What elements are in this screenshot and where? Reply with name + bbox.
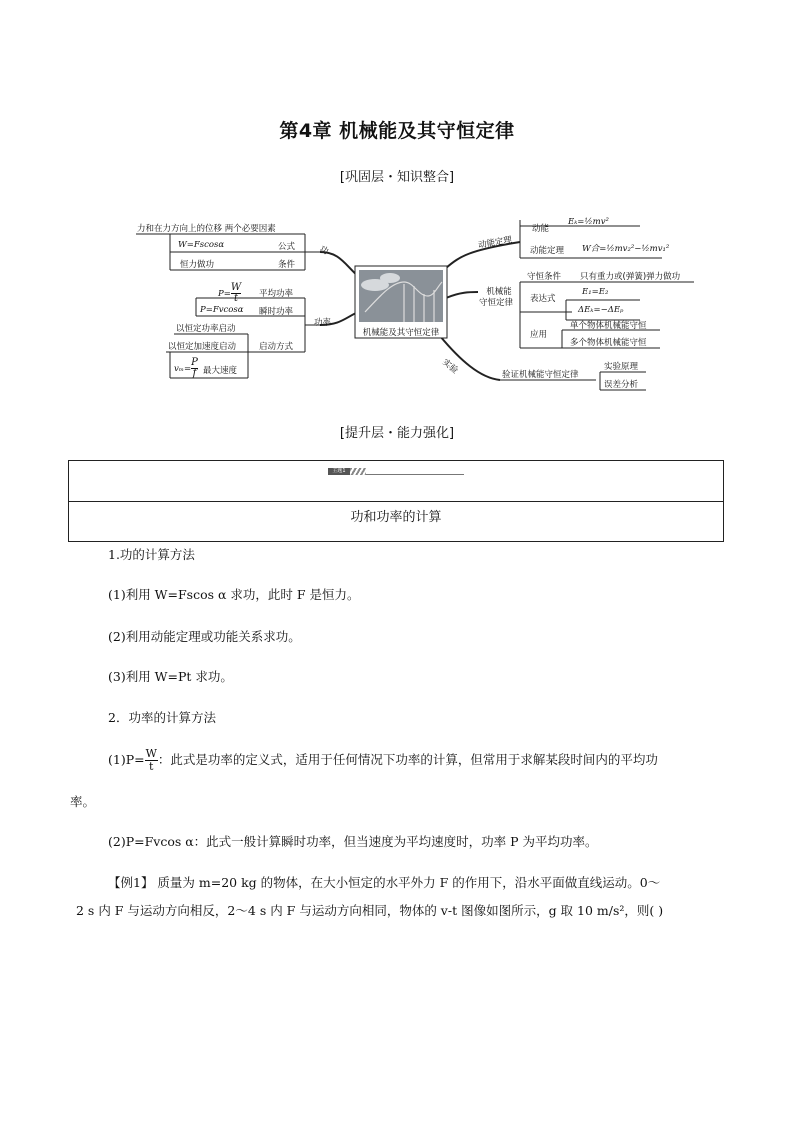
paragraph-power-method-1-cont: 率。 — [70, 794, 96, 809]
expression-label: 表达式 — [530, 294, 556, 304]
vmax-numerator: P — [191, 357, 198, 368]
application-multiple: 多个物体机械能守恒 — [570, 338, 647, 348]
ke-theorem-branch-label: 动能定理 — [477, 235, 513, 251]
work-branch-label: 功 — [317, 244, 330, 258]
section-heading-improvement: [提升层・能力强化] — [339, 426, 455, 441]
instant-power-formula: P=Fvcosα — [200, 305, 244, 315]
conservation-condition-label: 守恒条件 — [527, 272, 562, 282]
max-speed-formula — [174, 358, 198, 379]
mind-map — [0, 0, 794, 420]
power-def-prefix: (1)P= — [108, 752, 145, 767]
power-branch-label: 功率 — [314, 318, 332, 328]
kinetic-energy-label: 动能 — [532, 224, 550, 234]
mind-map-lines — [0, 0, 794, 420]
error-analysis: 误差分析 — [604, 380, 639, 390]
experiment-title: 验证机械能守恒定律 — [502, 370, 579, 380]
power-def-numerator: W — [145, 747, 157, 760]
constant-force: 恒力做功 — [180, 260, 215, 270]
paragraph-power-method-1 — [108, 748, 658, 773]
topic-divider — [68, 501, 724, 502]
max-speed-label: 最大速度 — [203, 366, 238, 376]
chapter-title: 第4章 机械能及其守恒定律 — [279, 120, 515, 142]
expression-delta: ΔEₖ=−ΔEₚ — [578, 305, 624, 315]
avg-power-prefix: P= — [218, 289, 231, 299]
example-1-line-2: 2 s 内 F 与运动方向相反，2～4 s 内 F 与运动方向相同，物体的 v-t 图像如图所示，g 取 10 m/s²，则( ) — [76, 903, 664, 918]
example-1-line-1: 【例1】 质量为 m=20 kg 的物体，在大小恒定的水平外力 F 的作用下，沿水平面做直线运动。0～ — [108, 875, 661, 890]
constant-accel-start: 以恒定加速度启动 — [168, 342, 237, 352]
topic-tag — [328, 468, 464, 475]
instant-power-label: 瞬时功率 — [259, 307, 294, 317]
work-formula-label: 公式 — [278, 242, 296, 252]
section-heading-consolidation: [巩固层・知识整合] — [339, 170, 455, 185]
paragraph-work-method-2: (2)利用动能定理或功能关系求功。 — [108, 629, 301, 644]
power-def-denominator: t — [149, 760, 154, 773]
avg-power-numerator: W — [230, 282, 242, 293]
avg-power-denominator: t — [233, 293, 238, 304]
kinetic-energy-formula: Eₖ=½mv² — [568, 217, 609, 227]
theorem-label: 动能定理 — [530, 246, 565, 256]
start-mode-label: 启动方式 — [259, 342, 294, 352]
roller-coaster-image — [359, 270, 443, 322]
power-def-text: ：此式是功率的定义式，适用于任何情况下功率的计算，但常用于求解某段时间内的平均功 — [157, 752, 658, 767]
power-def-fraction — [145, 748, 158, 773]
paragraph-work-method-1: (1)利用 W=Fscos α 求功，此时 F 是恒力。 — [108, 587, 360, 602]
vmax-denominator: f — [192, 368, 197, 379]
constant-power-start: 以恒定功率启动 — [176, 324, 236, 334]
expression-energy-equal: E₁=E₂ — [582, 287, 609, 297]
theorem-formula: W合=½mv₂²−½mv₁² — [582, 244, 670, 254]
paragraph-power-method-2: (2)P=Fvcos α：此式一般计算瞬时功率，但当速度为平均速度时，功率 P 为平均功率。 — [108, 834, 598, 849]
topic-heading: 功和功率的计算 — [350, 510, 442, 525]
topic-tag-label: 主题1 — [328, 468, 350, 475]
average-power-label: 平均功率 — [259, 289, 294, 299]
paragraph-work-methods: 1.功的计算方法 — [108, 547, 195, 562]
work-formula: W=Fscosα — [178, 240, 225, 250]
conservation-condition: 只有重力或(弹簧)弹力做功 — [580, 272, 681, 282]
conservation-branch-label-1: 机械能 — [486, 287, 512, 297]
conservation-branch-label-2: 守恒定律 — [479, 298, 514, 308]
vmax-prefix: vₘ= — [174, 364, 192, 374]
experiment-principle: 实验原理 — [604, 362, 639, 372]
application-single: 单个物体机械能守恒 — [570, 321, 647, 331]
experiment-branch-label: 实验 — [440, 357, 460, 377]
constant-force-label: 条件 — [278, 260, 296, 270]
topic-tag-rule — [366, 474, 464, 475]
paragraph-work-method-3: (3)利用 W=Pt 求功。 — [108, 669, 233, 684]
avg-power-fraction — [231, 283, 241, 304]
average-power-formula — [218, 283, 241, 304]
paragraph-power-methods: 2．功率的计算方法 — [108, 710, 216, 725]
vmax-fraction — [191, 358, 198, 379]
topic-tag-stripes — [350, 468, 366, 475]
application-label: 应用 — [530, 330, 548, 340]
mind-map-center: 机械能及其守恒定律 — [362, 328, 440, 338]
work-definition: 力和在力方向上的位移 两个必要因素 — [137, 224, 276, 234]
